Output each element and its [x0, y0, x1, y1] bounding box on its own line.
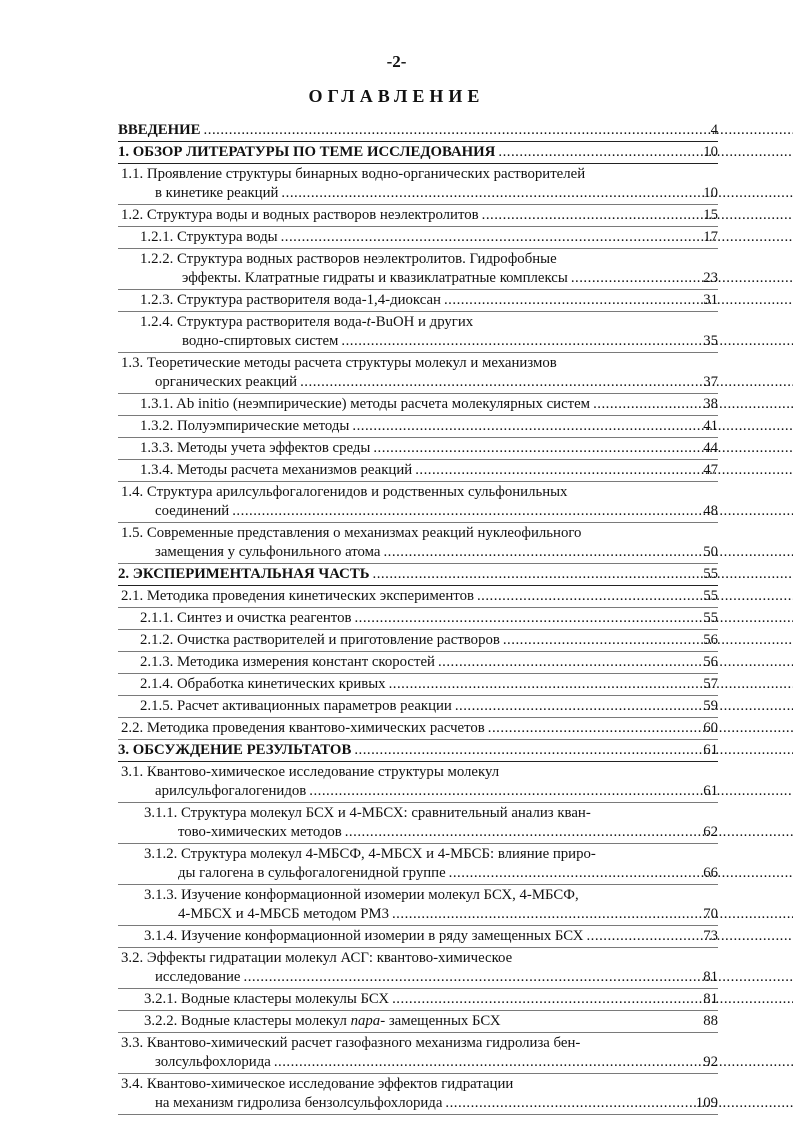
toc-entry-title: ВВЕДЕНИЕ [118, 122, 201, 138]
toc-entry[interactable] [118, 416, 718, 438]
toc-entry-line [121, 1053, 674, 1072]
toc-entry[interactable] [118, 1033, 718, 1074]
toc-entry-text [140, 313, 718, 351]
toc-entry[interactable] [118, 290, 718, 312]
toc-entry-title: тово-химических методов [178, 824, 342, 840]
toc-page-number: 66 [703, 865, 718, 881]
toc-entry-text [144, 1012, 718, 1031]
toc-entry-text [144, 990, 718, 1009]
dot-leader [503, 632, 793, 648]
toc-entry-line: 3.3. Квантово-химический расчет газофазного механизма гидролиза бен- [121, 1035, 581, 1051]
toc-entry-title: 3. ОБСУЖДЕНИЕ РЕЗУЛЬТАТОВ [118, 742, 352, 758]
toc-entry[interactable] [118, 630, 718, 652]
toc-entry[interactable] [118, 926, 718, 948]
toc-entry-title: 4-МБСХ и 4-МБСБ методом PM3 [178, 906, 389, 922]
dot-leader [352, 418, 793, 434]
toc-entry-text [144, 886, 718, 924]
dot-leader [373, 440, 793, 456]
toc-entry-line [121, 502, 674, 521]
toc-entry-line [140, 332, 674, 351]
toc-entry-text [121, 587, 718, 606]
toc-entry[interactable] [118, 696, 718, 718]
toc-entry[interactable] [118, 164, 718, 205]
dot-leader [444, 292, 793, 308]
toc-entry-title: 2.1. Методика проведения кинетических экспериментов [121, 588, 474, 604]
toc-entry-title: 2. ЭКСПЕРИМЕНТАЛЬНАЯ ЧАСТЬ [118, 566, 370, 582]
toc-entry-line [121, 968, 674, 987]
toc-page-number: 31 [703, 292, 718, 308]
toc-entry-title: 2.1.4. Обработка кинетических кривых [140, 676, 386, 692]
toc-page-number: 55 [703, 566, 718, 582]
toc-entry-line [118, 121, 674, 140]
toc-entry-title: 1.3.4. Методы расчета механизмов реакций [140, 462, 413, 478]
toc-entry-title: 3.1.4. Изучение конформационной изомерии в ряду замещенных БСХ [144, 928, 584, 944]
dot-leader [445, 1095, 793, 1111]
toc-entry-text [140, 250, 718, 288]
toc-page-number: 56 [703, 654, 718, 670]
toc-entry-line: 3.1.2. Структура молекул 4-МБСФ, 4-МБСХ и 4-МБСБ: влияние приро- [144, 846, 596, 862]
toc-entry-title: 1.3.3. Методы учета эффектов среды [140, 440, 371, 456]
toc-entry-line: 3.2. Эффекты гидратации молекул АСГ: квантово-химическое [121, 950, 513, 966]
toc-entry-title: 1.2.1. Структура воды [140, 229, 278, 245]
toc-entry-title: 2.1.5. Расчет активационных параметров реакции [140, 698, 452, 714]
toc-entry-line: 1.2.4. Структура растворителя вода-t-BuOH и других [140, 314, 474, 330]
toc-entry-text [118, 143, 718, 162]
toc-entry-text [140, 461, 718, 480]
toc-entry[interactable] [118, 608, 718, 630]
toc-page-number: 61 [703, 742, 718, 758]
toc-entry[interactable] [118, 948, 718, 989]
toc-entry-line [140, 439, 674, 458]
toc-entry-line [144, 905, 674, 924]
toc-entry-title: органических реакций [155, 374, 298, 390]
toc-entry-line: 3.1.3. Изучение конформационной изомерии молекул БСХ, 4-МБСФ, [144, 887, 579, 903]
toc-entry-title: 1.3.2. Полуэмпирические методы [140, 418, 350, 434]
toc-entry-text [140, 395, 718, 414]
toc-entry-line [121, 587, 674, 606]
toc-entry-title: исследование [155, 969, 241, 985]
toc-entry-text [144, 845, 718, 883]
toc-page-number: 70 [703, 906, 718, 922]
toc-entry-line [121, 782, 674, 801]
toc-entry-text [118, 565, 718, 584]
toc-entry-title: 2.1.3. Методика измерения констант скоростей [140, 654, 435, 670]
toc-entry-line [140, 417, 674, 436]
toc-entry-text [121, 763, 718, 801]
toc-page-number: 4 [710, 122, 718, 138]
toc-page-number: 62 [703, 824, 718, 840]
toc-entry-title: 1.3.1. Ab initio (неэмпирические) методы расчета молекулярных систем [140, 396, 591, 412]
toc-entry-line [118, 143, 674, 162]
toc-page-number: 17 [703, 229, 718, 245]
toc-page-number: 61 [703, 783, 718, 799]
toc-page-number: 92 [703, 1054, 718, 1070]
toc-entry-title: соединений [155, 503, 230, 519]
toc-entry-line [140, 461, 674, 480]
toc-entry-title: 1. ОБЗОР ЛИТЕРАТУРЫ ПО ТЕМЕ ИССЛЕДОВАНИЯ [118, 144, 496, 160]
toc-page-number: 59 [703, 698, 718, 714]
toc-page-number: 81 [703, 969, 718, 985]
toc-entry-line: 3.1. Квантово-химическое исследование структуры молекул [121, 764, 500, 780]
toc-page-number: 60 [703, 720, 718, 736]
toc-entry-title: 1.2.3. Структура растворителя вода-1,4-диоксан [140, 292, 441, 308]
toc-entry[interactable] [118, 762, 718, 803]
toc-entry-line: 3.2.2. Водные кластеры молекул пара- замещенных БСХ [144, 1013, 501, 1029]
toc-page-number: 10 [703, 185, 718, 201]
toc-entry-text [140, 417, 718, 436]
toc-entry-text [140, 675, 718, 694]
toc-entry-title: 2.1.2. Очистка растворителей и приготовление растворов [140, 632, 500, 648]
toc-page-number: 73 [703, 928, 718, 944]
dot-leader [300, 374, 793, 390]
toc-entry[interactable] [118, 142, 718, 164]
dot-leader [354, 742, 793, 758]
toc-entry[interactable] [118, 844, 718, 885]
toc-entry[interactable] [118, 205, 718, 227]
toc-entry[interactable] [118, 312, 718, 353]
toc-entry-line: 1.2.2. Структура водных растворов неэлектролитов. Гидрофобные [140, 251, 557, 267]
toc-entry-line [140, 395, 674, 414]
dot-leader [309, 783, 793, 799]
toc-entry-line [121, 184, 674, 203]
toc-entry-text [121, 354, 718, 392]
toc-entry[interactable] [118, 438, 718, 460]
toc-page-number: 57 [703, 676, 718, 692]
dot-leader [498, 144, 793, 160]
dot-leader [449, 865, 793, 881]
toc-entry-title: ды галогена в сульфогалогенидной группе [178, 865, 446, 881]
toc-entry[interactable] [118, 120, 718, 142]
toc-entry[interactable] [118, 718, 718, 740]
toc-page-number: 10 [703, 144, 718, 160]
toc-entry-text [140, 697, 718, 716]
toc-entry-text [121, 206, 718, 225]
toc-page-number: 56 [703, 632, 718, 648]
toc-entry-line: 3.1.1. Структура молекул БСХ и 4-МБСХ: сравнительный анализ кван- [144, 805, 591, 821]
toc-entry-line [140, 609, 674, 628]
dot-leader [488, 720, 793, 736]
toc-page-number: 38 [703, 396, 718, 412]
toc-entry[interactable] [118, 482, 718, 523]
toc-entry-title: эффекты. Клатратные гидраты и квазиклатратные комплексы [182, 270, 568, 286]
toc-entry-line [144, 864, 674, 883]
toc-page-number: 37 [703, 374, 718, 390]
toc-entry-line [118, 565, 674, 584]
toc-entry[interactable] [118, 564, 718, 586]
dot-leader [389, 676, 793, 692]
toc-entry[interactable] [118, 353, 718, 394]
toc-entry-text [140, 609, 718, 628]
toc-entry-title: 3.2.1. Водные кластеры молекулы БСХ [144, 991, 390, 1007]
toc-entry[interactable] [118, 586, 718, 608]
toc-entry-title: на механизм гидролиза бензолсульфохлорида [155, 1095, 443, 1111]
toc-entry-text [140, 653, 718, 672]
toc-entry-text [140, 228, 718, 247]
dot-leader [392, 991, 793, 1007]
toc-entry-text [121, 165, 718, 203]
toc-entry-title: 2.1.1. Синтез и очистка реагентов [140, 610, 352, 626]
toc-entry-line: 1.4. Структура арилсульфогалогенидов и родственных сульфонильных [121, 484, 568, 500]
toc-page-number: 23 [703, 270, 718, 286]
dot-leader [354, 610, 793, 626]
toc-page-number: 81 [703, 991, 718, 1007]
toc-entry-title: замещения у сульфонильного атома [155, 544, 381, 560]
toc-entry-line: 3.4. Квантово-химическое исследование эффектов гидратации [121, 1076, 514, 1092]
toc-entry-line [121, 543, 674, 562]
toc-entry[interactable] [118, 674, 718, 696]
toc-page-number: 55 [703, 588, 718, 604]
toc-entry-title: арилсульфогалогенидов [155, 783, 307, 799]
toc-entry-line [140, 675, 674, 694]
toc-entry-text [118, 741, 718, 760]
toc-entry-title: 2.2. Методика проведения квантово-химических расчетов [121, 720, 485, 736]
toc-entry-line [140, 697, 674, 716]
toc-entry-text [118, 121, 718, 140]
toc-entry[interactable] [118, 1074, 718, 1115]
toc-page-number: 48 [703, 503, 718, 519]
toc-entry-text [121, 1075, 718, 1113]
toc-entry-text [121, 719, 718, 738]
dot-leader [392, 906, 793, 922]
toc-entry[interactable] [118, 885, 718, 926]
toc-entry-line: 1.3. Теоретические методы расчета структуры молекул и механизмов [121, 355, 557, 371]
toc-entry-line [144, 823, 674, 842]
toc-entry-line [144, 927, 674, 946]
toc-entry-line [140, 269, 674, 288]
toc-entry-line [140, 631, 674, 650]
toc-entry-line: 1.5. Современные представления о механизмах реакций нуклеофильного [121, 525, 582, 541]
toc-entry[interactable] [118, 989, 718, 1011]
toc-page-number: 55 [703, 610, 718, 626]
toc-entry-text [140, 631, 718, 650]
toc-page-number: 47 [703, 462, 718, 478]
toc-entry[interactable] [118, 460, 718, 482]
toc-entry[interactable] [118, 740, 718, 762]
toc-entry[interactable] [118, 227, 718, 249]
toc-page-number: 41 [703, 418, 718, 434]
toc-entry-text [144, 927, 718, 946]
toc-page-number: 88 [703, 1013, 718, 1029]
dot-leader [341, 333, 793, 349]
toc-entry-title: золсульфохлорида [155, 1054, 271, 1070]
toc-entry-text [144, 804, 718, 842]
toc-entry-text [140, 439, 718, 458]
toc-page-number: 109 [695, 1095, 718, 1111]
toc-entry-text [121, 483, 718, 521]
toc-entry-title: водно-спиртовых систем [182, 333, 339, 349]
toc-entry-text [121, 949, 718, 987]
toc-page-number: 50 [703, 544, 718, 560]
dot-leader [477, 588, 793, 604]
toc-entry-title: 1.2. Структура воды и водных растворов неэлектролитов [121, 207, 479, 223]
toc-page-number: 44 [703, 440, 718, 456]
dot-leader [482, 207, 793, 223]
dot-leader [345, 824, 793, 840]
dot-leader [415, 462, 793, 478]
toc-page-number: 15 [703, 207, 718, 223]
toc-entry-line [140, 228, 674, 247]
dot-leader [373, 566, 793, 582]
table-of-contents [118, 120, 718, 1115]
dot-leader [438, 654, 793, 670]
toc-entry-text [140, 291, 718, 310]
toc-entry-line: 1.1. Проявление структуры бинарных водно-органических растворителей [121, 166, 586, 182]
document-title: ОГЛАВЛЕНИЕ [308, 86, 485, 106]
toc-entry[interactable] [118, 523, 718, 564]
toc-entry-line [140, 653, 674, 672]
dot-leader [455, 698, 793, 714]
toc-entry-text [121, 1034, 718, 1072]
toc-entry[interactable] [118, 394, 718, 416]
toc-entry-line [121, 373, 674, 392]
toc-entry[interactable] [118, 1011, 718, 1033]
page-number: -2- [386, 52, 407, 71]
toc-entry-line [118, 741, 674, 760]
toc-page-number: 35 [703, 333, 718, 349]
toc-entry-title: в кинетике реакций [155, 185, 279, 201]
toc-entry[interactable] [118, 803, 718, 844]
toc-entry[interactable] [118, 652, 718, 674]
toc-entry-line [140, 291, 674, 310]
toc-entry-line [121, 719, 674, 738]
dot-leader [383, 544, 793, 560]
toc-entry-line [121, 1094, 674, 1113]
toc-entry-line [121, 206, 674, 225]
toc-entry-text [121, 524, 718, 562]
toc-entry[interactable] [118, 249, 718, 290]
toc-entry-line [144, 990, 674, 1009]
